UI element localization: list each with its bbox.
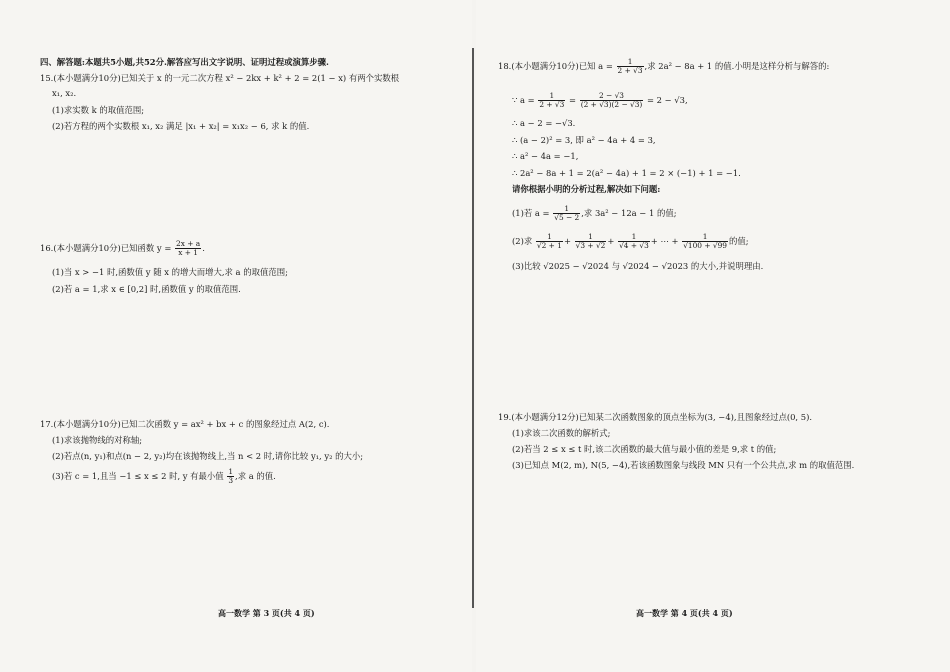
q18-prompt: 请你根据小明的分析过程,解决如下问题: xyxy=(512,184,661,194)
q18-stem-fraction xyxy=(617,58,644,75)
q18-step-1-end: = 2 − √3, xyxy=(646,95,688,105)
q17-part-2: (2)若点(n, y₁)和点(n − 2, y₂)均在该抛物线上,当 n < 2 时,请你比较 y₁, y₂ 的大小; xyxy=(52,451,364,461)
q18-term-1-denominator: √2 + 1 xyxy=(536,241,562,250)
q16-fraction-denominator: x + 1 xyxy=(178,248,198,257)
q18-part-1-end: ,求 3a² − 12a − 1 的值; xyxy=(581,208,677,218)
q17-fraction-numerator: 1 xyxy=(228,467,234,476)
q18-solution-step-5: ∴ 2a² − 8a + 1 = 2(a² − 4a) + 1 = 2 × (−1) + 1 = −1. xyxy=(512,168,741,178)
q16-stem xyxy=(40,240,205,257)
q18-part-1-text: (1)若 a = xyxy=(512,208,550,218)
q18-part-2-term-1 xyxy=(536,233,563,250)
q17-fraction xyxy=(227,468,234,485)
q18-part-2-term-2 xyxy=(575,233,607,250)
q15-part-1: (1)求实数 k 的取值范围; xyxy=(52,105,145,115)
q18-term-2-numerator: 1 xyxy=(575,233,607,242)
q18-plus-2: + xyxy=(607,236,615,246)
q15-part-2: (2)若方程的两个实数根 x₁, x₂ 满足 |x₁ + x₂| = x₁x₂ − 6, 求 k 的值. xyxy=(52,121,310,131)
q18-term-3-denominator: √4 + √3 xyxy=(619,241,649,250)
q18-part-1-fraction-denominator: √5 − 2 xyxy=(554,213,580,222)
q19-part-2: (2)若当 2 ≤ x ≤ t 时,该二次函数的最大值与最小值的差是 9,求 t 的值; xyxy=(512,444,777,454)
q18-part-2-end: 的值; xyxy=(729,236,749,246)
q18-term-4-denominator: √100 + √99 xyxy=(683,241,728,250)
q18-stem-fraction-denominator: 2 + √3 xyxy=(617,66,643,75)
q18-ellipsis: + ⋯ + xyxy=(650,236,679,246)
q19-stem: 19.(本小题满分12分)已知某二次函数图象的顶点坐标为(3, −4),且图象经过点(0, 5). xyxy=(498,412,813,422)
page-3-footer: 高一数学 第 3 页(共 4 页) xyxy=(218,608,315,618)
q18-step-1-fraction-2 xyxy=(580,92,644,109)
q18-part-2-term-4 xyxy=(682,233,728,250)
q17-stem: 17.(本小题满分10分)已知二次函数 y = ax² + bx + c 的图象经过点 A(2, c). xyxy=(40,419,330,429)
q18-part-3: (3)比较 √2025 − √2024 与 √2024 − √2023 的大小,并说明理由. xyxy=(512,261,764,271)
q18-step-1-fraction-1-numerator: 1 xyxy=(538,92,565,101)
q18-term-4-numerator: 1 xyxy=(682,233,728,242)
q18-term-3-numerator: 1 xyxy=(618,233,650,242)
q18-solution-step-3: ∴ (a − 2)² = 3, 即 a² − 4a + 4 = 3, xyxy=(512,135,656,145)
q18-step-1-fraction-2-numerator: 2 − √3 xyxy=(580,92,644,101)
q18-step-1-equals: = xyxy=(569,95,577,105)
q18-stem-end: ,求 2a² − 8a + 1 的值.小明是这样分析与解答的: xyxy=(644,61,830,71)
q19-part-3: (3)已知点 M(2, m), N(5, −4),若该函数图象与线段 MN 只有一个公共点,求 m 的取值范围. xyxy=(512,460,855,470)
q18-step-1-fraction-2-denominator: (2 + √3)(2 − √3) xyxy=(580,100,643,109)
q16-stem-text: 16.(本小题满分10分)已知函数 y = xyxy=(40,243,172,253)
q17-part-3-end: ,求 a 的值. xyxy=(235,471,276,481)
page-divider xyxy=(472,48,474,608)
q18-part-1-fraction-numerator: 1 xyxy=(553,205,580,214)
q17-part-1: (1)求该抛物线的对称轴; xyxy=(52,435,143,445)
q16-part-2: (2)若 a = 1,求 x ∈ [0,2] 时,函数值 y 的取值范围. xyxy=(52,284,241,294)
q18-stem-text: 18.(本小题满分10分)已知 a = xyxy=(498,61,613,71)
q16-fraction-numerator: 2x + a xyxy=(176,239,201,248)
q18-solution-step-2: ∴ a − 2 = −√3. xyxy=(512,118,576,128)
q18-stem xyxy=(498,58,829,75)
q17-fraction-denominator: 3 xyxy=(228,476,234,485)
q18-term-2-denominator: √3 + √2 xyxy=(575,241,606,250)
q17-part-3 xyxy=(52,468,276,485)
q18-part-2-text: (2)求 xyxy=(512,236,533,246)
exam-page-4 xyxy=(476,0,950,672)
q18-part-2-term-3 xyxy=(618,233,650,250)
q15-stem: 15.(本小题满分10分)已知关于 x 的一元二次方程 x² − 2kx + k² + 2 = 2(1 − x) 有两个实数根 xyxy=(40,73,400,83)
q18-stem-fraction-numerator: 1 xyxy=(617,58,644,67)
q18-step-1-text: ∵ a = xyxy=(512,95,535,105)
exam-page-3 xyxy=(0,0,472,672)
q18-part-1 xyxy=(512,205,677,222)
q18-step-1-fraction-1 xyxy=(538,92,565,109)
q16-fraction xyxy=(175,240,201,257)
q18-step-1-fraction-1-denominator: 2 + √3 xyxy=(539,100,565,109)
q17-part-3-text: (3)若 c = 1,且当 −1 ≤ x ≤ 2 时, y 有最小值 xyxy=(52,471,224,481)
q16-stem-end: . xyxy=(202,243,205,253)
q18-part-2 xyxy=(512,233,749,250)
q18-term-1-numerator: 1 xyxy=(536,233,563,242)
q18-part-1-fraction xyxy=(553,205,580,222)
q18-solution-step-1 xyxy=(512,92,688,109)
q16-part-1: (1)当 x > −1 时,函数值 y 随 x 的增大而增大,求 a 的取值范围; xyxy=(52,267,288,277)
q19-part-1: (1)求该二次函数的解析式; xyxy=(512,428,611,438)
q15-stem-cont: x₁, x₂. xyxy=(52,88,77,98)
q18-plus-1: + xyxy=(563,236,571,246)
section-heading: 四、解答题:本题共5小题,共52分.解答应写出文字说明、证明过程或演算步骤. xyxy=(40,57,329,67)
q18-solution-step-4: ∴ a² − 4a = −1, xyxy=(512,151,579,161)
page-4-footer: 高一数学 第 4 页(共 4 页) xyxy=(636,608,733,618)
